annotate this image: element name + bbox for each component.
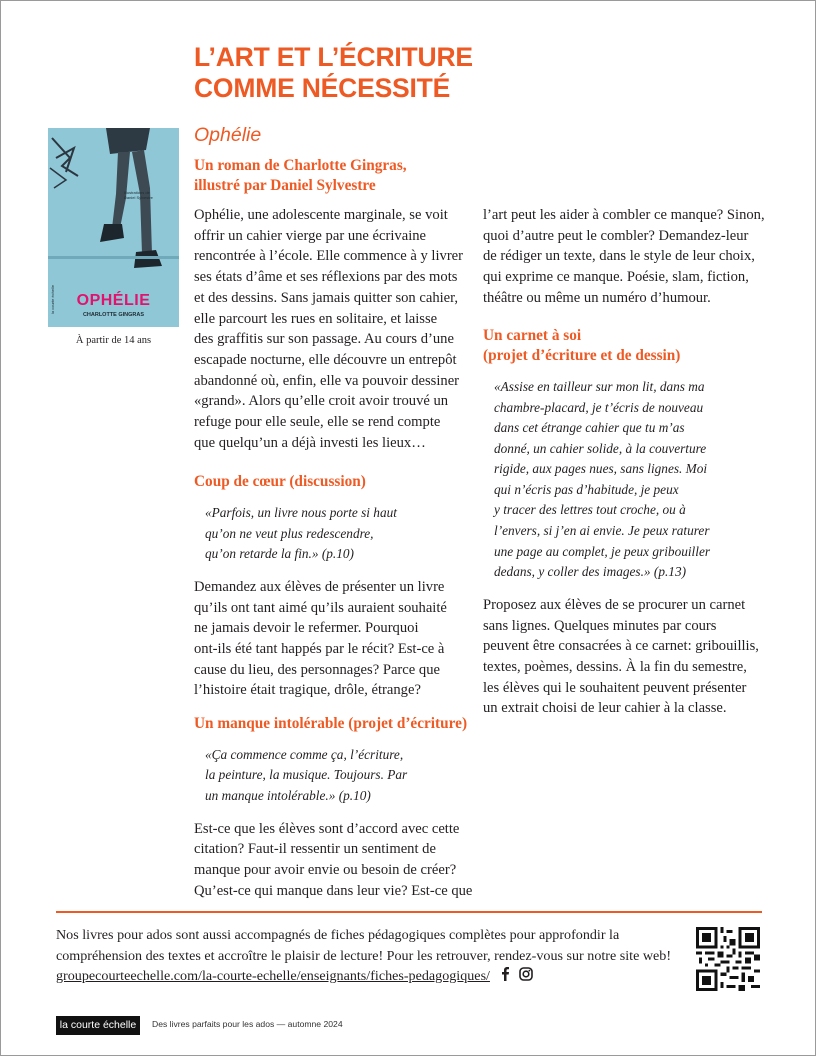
section-heading-carnet: Un carnet à soi (projet d’écriture et de dessin) — [483, 326, 681, 365]
publisher-logo: la courte échelle — [56, 1016, 140, 1035]
body-coup-de-coeur: Demandez aux élèves de présenter un livre qu’ils ont tant aimé qu’ils auraient souhaité ne jamais devoir le refermer. Pourquoi ont-ils été tant happés par le récit? Est-ce à cause du lieu, des personnages? Parce que l’histoire était tragique, drôle, étrange? — [194, 578, 447, 699]
quote-manque: «Ça commence comme ça, l’écriture, la peinture, la musique. Toujours. Par un manque intolérable.» (p.10) — [205, 746, 408, 804]
instagram-icon[interactable] — [519, 967, 533, 988]
facebook-icon[interactable] — [500, 966, 510, 988]
body-carnet: Proposez aux élèves de se procurer un carnet sans lignes. Quelques minutes par cours peuvent être consacrées à ce carnet: gribouillis, textes, poèmes, dessins. À la fin du semestre, les élèves qui le souhaitent peuvent présenter un extrait choisi de leur cahier à la classe. — [483, 596, 759, 717]
section-heading-manque: Un manque intolérable (projet d’écriture) — [194, 715, 468, 733]
book-cover — [48, 128, 179, 327]
section-heading-coup-de-coeur: Coup de cœur (discussion) — [194, 473, 366, 491]
cover-illustrator-note-1: Illustrations de — [124, 190, 150, 195]
qr-code-icon[interactable] — [696, 927, 760, 991]
summary-paragraph: Ophélie, une adolescente marginale, se voit offrir un cahier vierge par une écrivaine rencontrée à l’école. Elle commence à y livrer ses états d’âme et ses réflexions par des mots et des dessins. Sans jamais quitter son cahier, elle parcourt les rues en solitaire, et laisse des graffitis sur son passage. Au cours d’une escapade nocturne, elle découvre un entrepôt abandonné où, enfin, elle va pouvoir dessiner «grand». Alors qu’elle croit avoir trouvé un refuge pour elle seule, elle se rend compte que quelqu’un a déjà investi les lieux… — [194, 207, 464, 451]
book-byline — [194, 156, 407, 196]
footer-text — [56, 925, 696, 988]
body-manque-continued: l’art peut les aider à combler ce manque? Sinon, quoi d’autre peut le combler? Demandez-leur de rédiger un texte, dans le style de leur choix, qui exprime ce manque. Poésie, slam, fiction, théâtre ou même un numéro d’humour. — [483, 207, 765, 306]
cover-author: CHARLOTTE GINGRAS — [82, 312, 145, 318]
footer-divider — [56, 911, 762, 913]
footer-link-row — [56, 966, 696, 988]
age-range: À partir de 14 ans — [75, 335, 152, 346]
quote-coup-de-coeur: «Parfois, un livre nous porte si haut qu’on ne veut plus redescendre, qu’on retarde la fin.» (p.10) — [205, 505, 397, 562]
page-title-line-1: L’ART ET L’ÉCRITURE — [194, 42, 473, 72]
teacher-resources-link[interactable]: groupecourteechelle.com/la-courte-echelle/enseignants/fiches-pedagogiques/ — [56, 968, 490, 984]
right-column — [483, 205, 765, 719]
cover-title: OPHÉLIE — [76, 292, 151, 309]
quote-carnet: «Assise en tailleur sur mon lit, dans ma chambre-placard, je t’écris de nouveau dans cet étrange cahier que tu m’as donné, un cahier solide, à la couverture rigide, aux pages nues, sans lignes. Moi qui n’écris pas d’habitude, je peux y tracer des lettres tout croche, ou à l’envers, si j’en ai envie. Je peux raturer une page au complet, je peux gribouiller dedans, y coller des images.» (p.13) — [494, 378, 711, 580]
cover-illustrator-note-2: Daniel Sylvestre — [124, 195, 153, 200]
body-manque: Est-ce que les élèves sont d’accord avec cette citation? Faut-il ressentir un sentiment de manque pour avoir envie ou besoin de créer? Qu’est-ce qui manque dans leur vie? Est-ce que — [194, 820, 473, 899]
page-title — [194, 42, 473, 104]
footer-line-2: compréhension des textes et accroître le plaisir de lecture! Pour les retrouver, rendez-vous sur notre site web! — [56, 947, 672, 964]
byline-line-1: Un roman de Charlotte Gingras, — [194, 157, 407, 174]
left-column — [194, 205, 472, 901]
page-title-line-2: COMME NÉCESSITÉ — [194, 73, 451, 103]
footer-line-1: Nos livres pour ados sont aussi accompagnés de fiches pédagogiques complètes pour approfondir la — [56, 927, 620, 943]
footer-tagline: Des livres parfaits pour les ados — automne 2024 — [152, 1019, 343, 1029]
book-title: Ophélie — [194, 124, 262, 146]
cover-publisher: la courte échelle — [50, 284, 55, 314]
byline-line-2: illustré par Daniel Sylvestre — [194, 177, 376, 194]
